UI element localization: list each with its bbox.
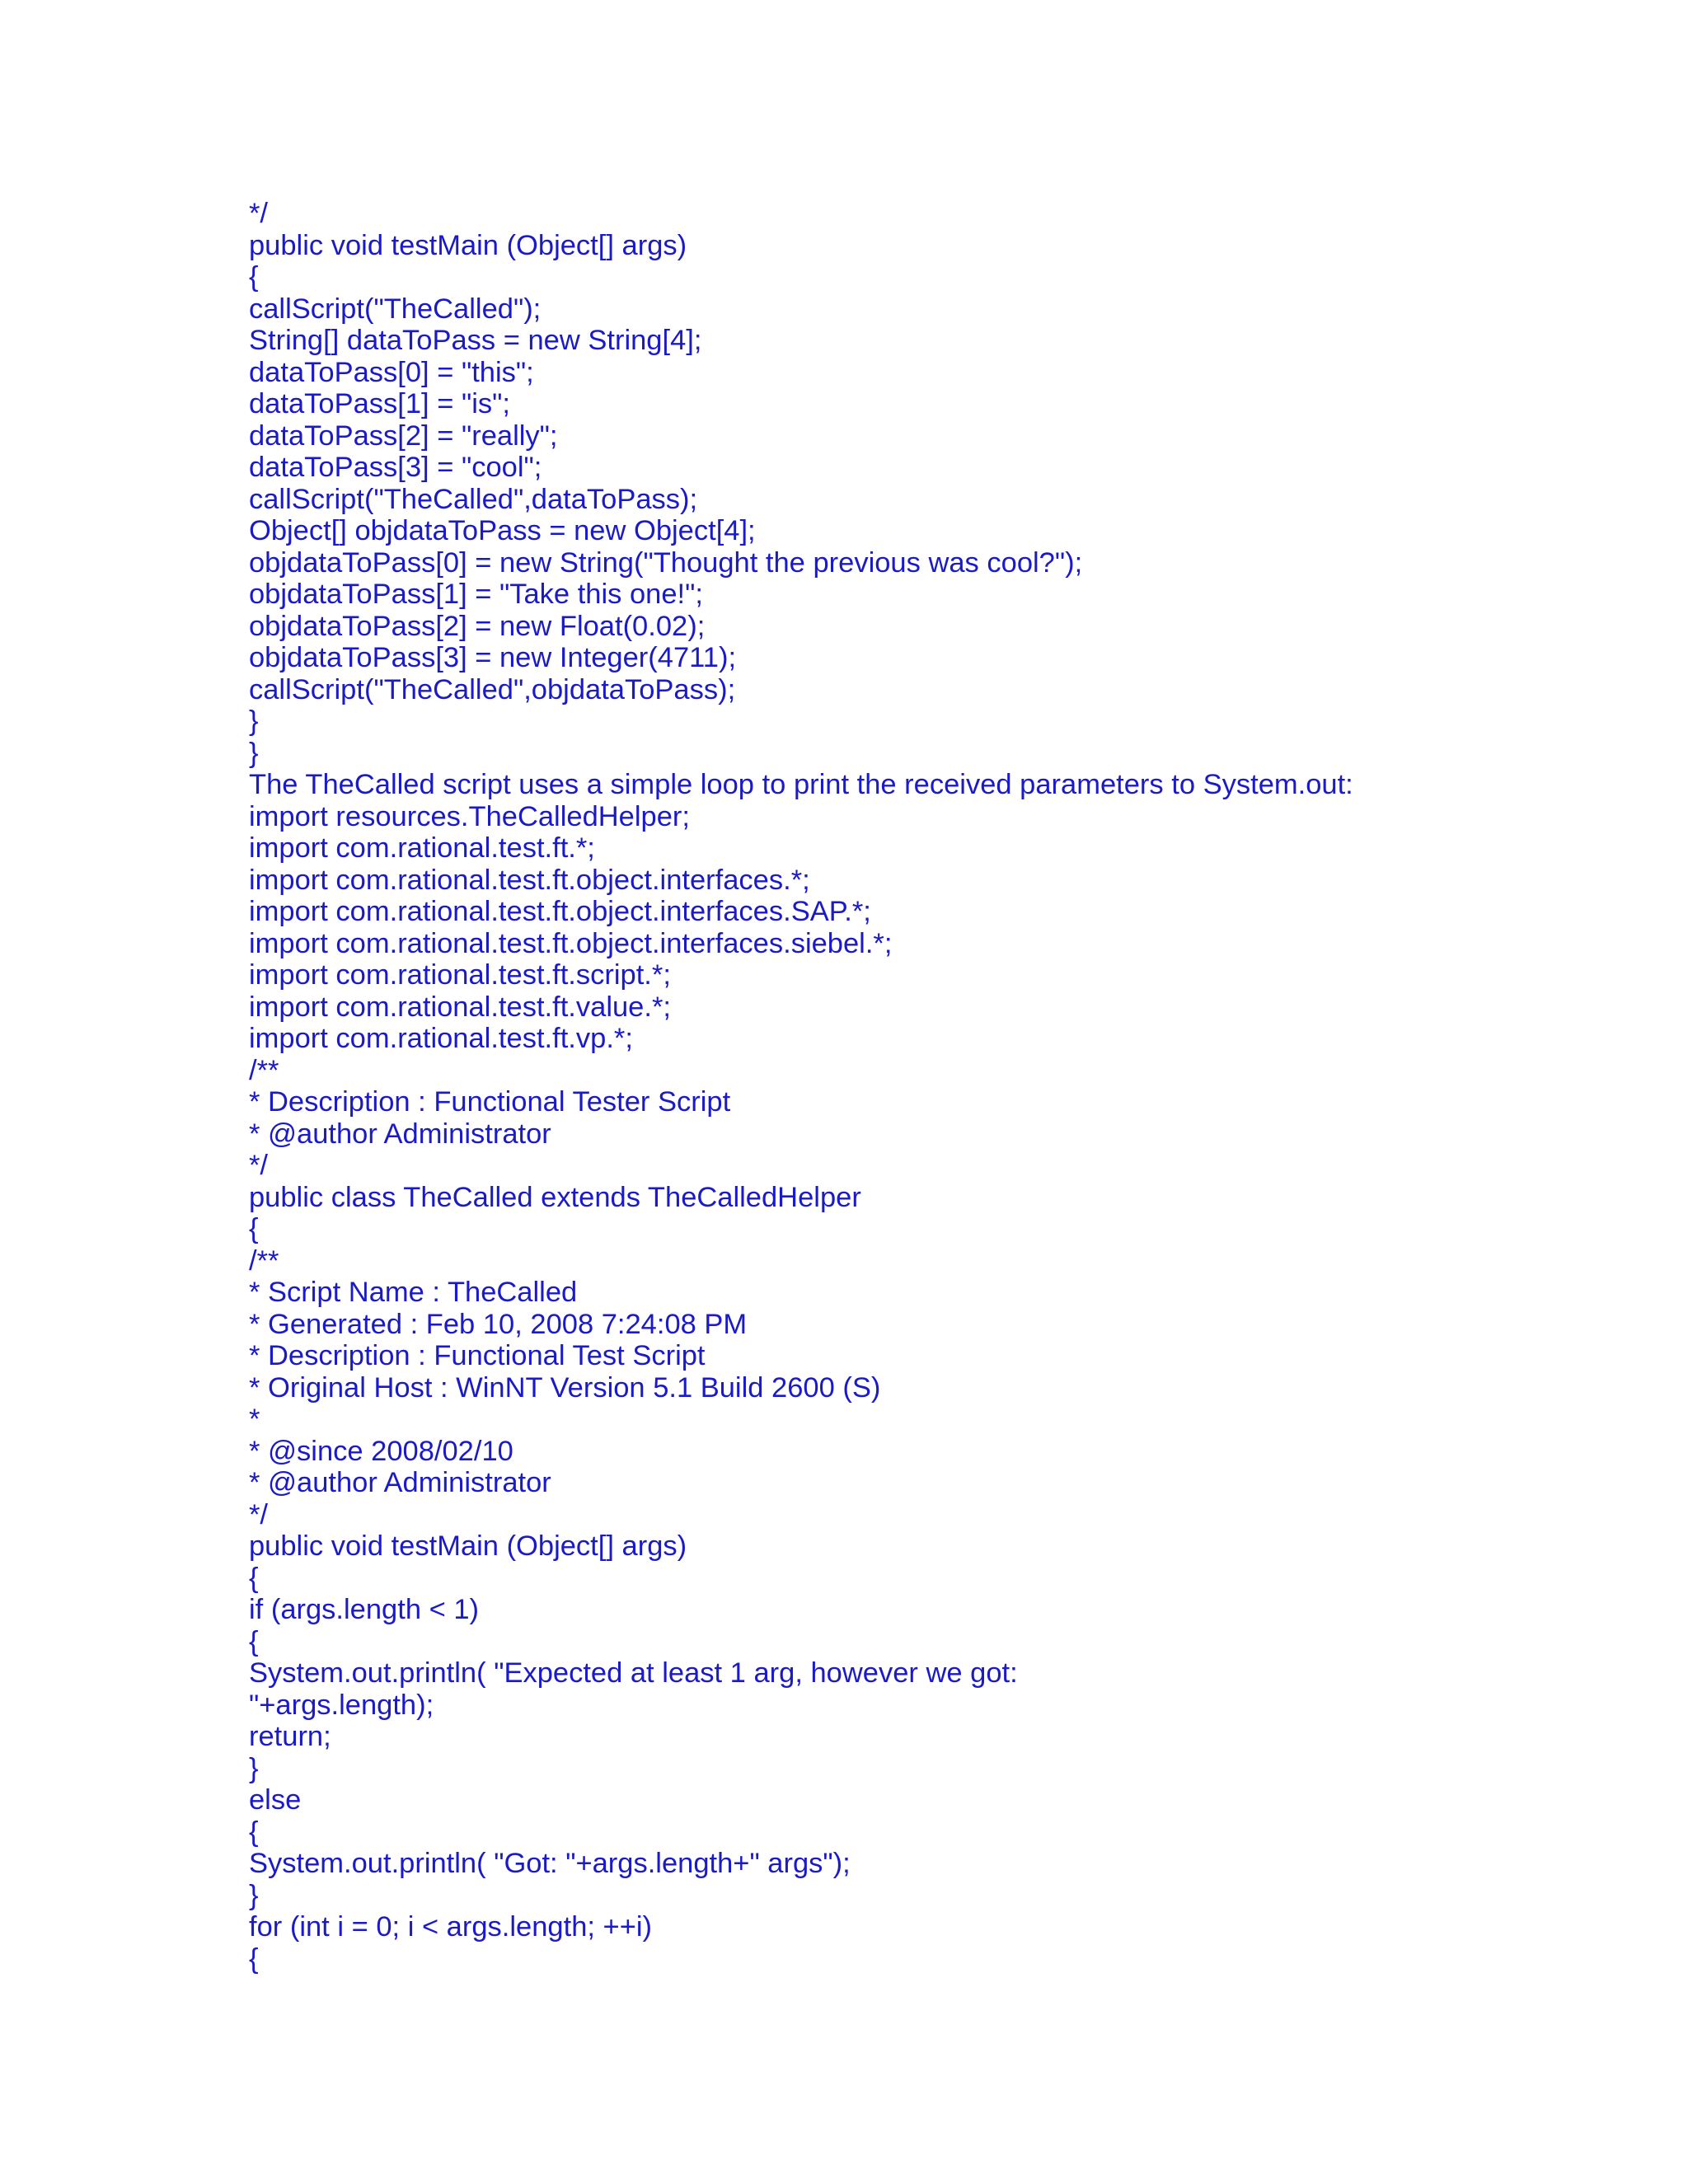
code-line: import com.rational.test.ft.script.*; [249,959,671,991]
code-line: /** [249,1054,279,1086]
code-line: * Original Host : WinNT Version 5.1 Build 2600 (S) [249,1371,881,1404]
prose-line: The TheCalled script uses a simple loop to print the received parameters to System.out: [249,769,1353,800]
code-line: return; [249,1721,331,1752]
code-line: import com.rational.test.ft.object.interfaces.SAP.*; [249,896,871,927]
code-line: { [249,261,259,293]
code-line: objdataToPass[0] = new String("Thought the previous was cool?"); [249,546,1083,579]
code-line: for (int i = 0; i < args.length; ++i) [249,1911,652,1943]
code-line: public class TheCalled extends TheCalledHelper [249,1181,861,1213]
code-line: callScript("TheCalled",objdataToPass); [249,673,736,705]
code-line: } [249,1879,259,1911]
code-line: * Description : Functional Tester Script [249,1086,731,1118]
code-line: } [249,705,259,737]
code-line: } [249,1752,259,1784]
code-line: objdataToPass[2] = new Float(0.02); [249,610,706,642]
code-line: System.out.println( "Got: "+args.length+" args"); [249,1848,851,1879]
code-line: { [249,1943,259,1975]
code-line: String[] dataToPass = new String[4]; [249,325,702,356]
code-line: dataToPass[3] = "cool"; [249,452,542,483]
code-line: import com.rational.test.ft.object.interfaces.*; [249,864,810,896]
code-line: * @author Administrator [249,1467,551,1498]
code-line: dataToPass[1] = "is"; [249,388,510,419]
code-line: dataToPass[0] = "this"; [249,356,534,388]
code-line: */ [249,1150,269,1181]
code-line: { [249,1816,259,1848]
code-line: import com.rational.test.ft.vp.*; [249,1023,633,1054]
code-line: Object[] objdataToPass = new Object[4]; [249,515,756,546]
code-line: import com.rational.test.ft.value.*; [249,991,671,1023]
code-line: public void testMain (Object[] args) [249,1530,687,1562]
code-line: */ [249,198,269,229]
code-line: * Description : Functional Test Script [249,1340,706,1371]
code-line: System.out.println( "Expected at least 1 arg, however we got: [249,1657,1018,1689]
code-line: import resources.TheCalledHelper; [249,800,690,832]
code-line: public void testMain (Object[] args) [249,229,687,261]
code-line: * [249,1404,260,1435]
code-line: /** [249,1244,279,1277]
code-line: * @since 2008/02/10 [249,1435,513,1467]
code-line: callScript("TheCalled",dataToPass); [249,483,698,515]
code-line: { [249,1562,259,1594]
code-line: objdataToPass[3] = new Integer(4711); [249,642,737,673]
code-line: { [249,1213,259,1244]
code-line: * @author Administrator [249,1118,551,1150]
code-line: import com.rational.test.ft.*; [249,832,595,864]
code-line: objdataToPass[1] = "Take this one!"; [249,579,703,610]
code-line: * Generated : Feb 10, 2008 7:24:08 PM [249,1308,748,1340]
code-line: */ [249,1498,269,1530]
code-line: else [249,1784,302,1816]
code-line: { [249,1625,259,1657]
code-line: callScript("TheCalled"); [249,293,542,325]
code-line: } [249,737,259,769]
code-line: if (args.length < 1) [249,1594,480,1625]
code-line: import com.rational.test.ft.object.interfaces.siebel.*; [249,927,893,959]
code-line: "+args.length); [249,1689,434,1721]
code-line: * Script Name : TheCalled [249,1277,578,1308]
code-line: dataToPass[2] = "really"; [249,419,558,452]
code-listing [249,198,1650,1975]
